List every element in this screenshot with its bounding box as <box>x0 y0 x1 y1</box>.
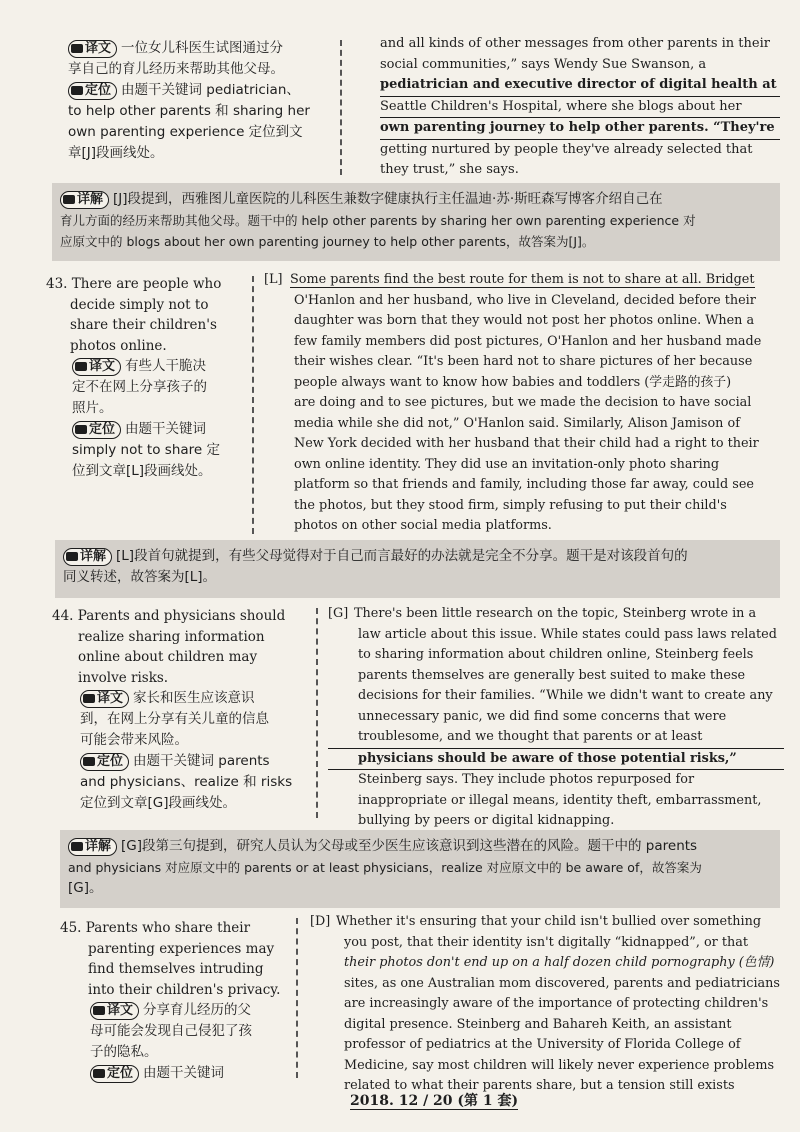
detail-tag: 详解 <box>60 191 109 209</box>
column-divider <box>296 918 298 1078</box>
question-45: 45. Parents who share their parenting experiences may find themselves intruding into their children's privacy. <box>60 920 281 998</box>
translate-tag: 译文 <box>72 358 121 376</box>
question-number: 43. <box>46 276 68 292</box>
translate-tag: 译文 <box>68 40 117 58</box>
book-icon <box>71 44 83 53</box>
notes-44: 译文 家长和医生应该意识 到，在网上分享有关儿童的信息 可能会带来风险。 定位 由题干关键词 parents and physicians、realize 和 risks 定位到文章[G]段画线处。 <box>80 690 293 811</box>
book-icon <box>71 86 83 95</box>
book-icon <box>93 1069 105 1078</box>
question-44: 44. Parents and physicians should realize sharing information online about children may involve risks. <box>52 608 286 686</box>
question-43: 43. There are people who decide simply not to share their children's photos online. <box>46 276 222 354</box>
paragraph-l: [L] Some parents find the best route for them is not to share at all. Bridget O'Hanlon and her husband, who live in Cleveland, decided before their daughter was born that they would not post her photos online. When a few family members did post pictures, O'Hanlon and her husband made their wishes clear. “It's been hard not to share pictures of her because people always want to know how babies and toddlers (学走路的孩子) are doing and to see pictures, but we made the decision to have social media while she did not,” O'Hanlon said. Similarly, Alison Jamison of New York decided with her husband that their child had a right to their own online identity. They did use an invitation-only photo sharing platform so that friends and family, including those far away, could see the photos, but they stood firm, simply refusing to put their child's photos on other social media platforms. <box>264 272 762 533</box>
detail-box-j: 详解 [J]段提到，西雅图儿童医院的儿科医生兼数字健康执行主任温迪·苏·斯旺森写博客介绍自己在 育儿方面的经历来帮助其他父母。题干中的 help other parents by sharing her own parenting experience 对 应原文中的 blogs about her own parenting journey to help other parents，故答案为[J]。 <box>52 183 780 261</box>
detail-box-g: 详解 [G]段第三句提到，研究人员认为父母或至少医生应该意识到这些潜在的风险。题干中的 parents and physicians 对应原文中的 parents or at least physicians，realize 对应原文中的 be aware of，故答案为 [G]。 <box>60 830 780 908</box>
book-icon <box>71 842 83 851</box>
question-number: 44. <box>52 608 74 624</box>
locate-tag: 定位 <box>80 753 129 771</box>
column-divider <box>316 608 318 818</box>
paragraph-j: and all kinds of other messages from other parents in their social communities,” says Wendy Sue Swanson, a pediatrician and executive director of digital health at Seattle Children's Hospital, where she blogs about her own parenting journey to help other parents. “They're getting nurtured by people they've already selected that they trust,” she says. <box>380 34 780 181</box>
locate-tag: 定位 <box>90 1065 139 1083</box>
book-icon <box>93 1006 105 1015</box>
detail-tag: 详解 <box>68 838 117 856</box>
notes-45: 译文 分享育儿经历的父 母可能会发现自己侵犯了孩 子的隐私。 定位 由题干关键词 <box>90 1002 252 1081</box>
book-icon <box>66 552 78 561</box>
detail-tag: 详解 <box>63 548 112 566</box>
page-footer: 2018. 12 / 20 (第 1 套) <box>350 1093 519 1109</box>
paragraph-d: [D] Whether it's ensuring that your child isn't bullied over something you post, that their identity isn't digitally “kidnapped”, or that their photos don't end up on a half dozen child pornography (色情) sites, as one Australian mom discovered, parents and pediatricians are increasingly aware of the importance of protecting children's digital presence. Steinberg and Bahareh Keith, an assistant professor of pediatrics at the University of Florida College of Medicine, say most children will likely never experience problems related to what their parents share, but a tension still exists <box>310 914 780 1093</box>
locate-tag: 定位 <box>68 82 117 100</box>
notes-43: 译文 有些人干脆决 定不在网上分享孩子的 照片。 定位 由题干关键词 simply not to share 定 位到文章[L]段画线处。 <box>72 358 220 479</box>
paragraph-g: [G] There's been little research on the topic, Steinberg wrote in a law article about this issue. While states could pass laws related to sharing information about children online, Steinberg feels parents themselves are generally best suited to make these decisions for their families. “While we didn't want to create any unnecessary panic, we did find some concerns that were troublesome, and we thought that parents or at least physicians should be aware of those potential risks,” Steinberg says. They include photos repurposed for inappropriate or illegal means, identity theft, embarrassment, bullying by peers or digital kidnapping. <box>328 604 784 832</box>
question-number: 45. <box>60 920 82 936</box>
column-divider <box>340 40 342 175</box>
column-divider <box>252 276 254 534</box>
top-left-notes: 译文 一位女儿科医生试图通过分 享自己的育儿经历来帮助其他父母。 定位 由题干关键词 pediatrician、 to help other parents 和 sharing her own parenting experience 定位到文 章[J]段画线处。 <box>68 40 310 161</box>
translate-tag: 译文 <box>80 690 129 708</box>
book-icon <box>83 757 95 766</box>
book-icon <box>63 195 75 204</box>
book-icon <box>75 362 87 371</box>
translate-tag: 译文 <box>90 1002 139 1020</box>
locate-tag: 定位 <box>72 421 121 439</box>
detail-box-l: 详解 [L]段首句就提到，有些父母觉得对于自己而言最好的办法就是完全不分享。题干是对该段首句的 同义转述，故答案为[L]。 <box>55 540 780 598</box>
book-icon <box>83 694 95 703</box>
book-icon <box>75 425 87 434</box>
